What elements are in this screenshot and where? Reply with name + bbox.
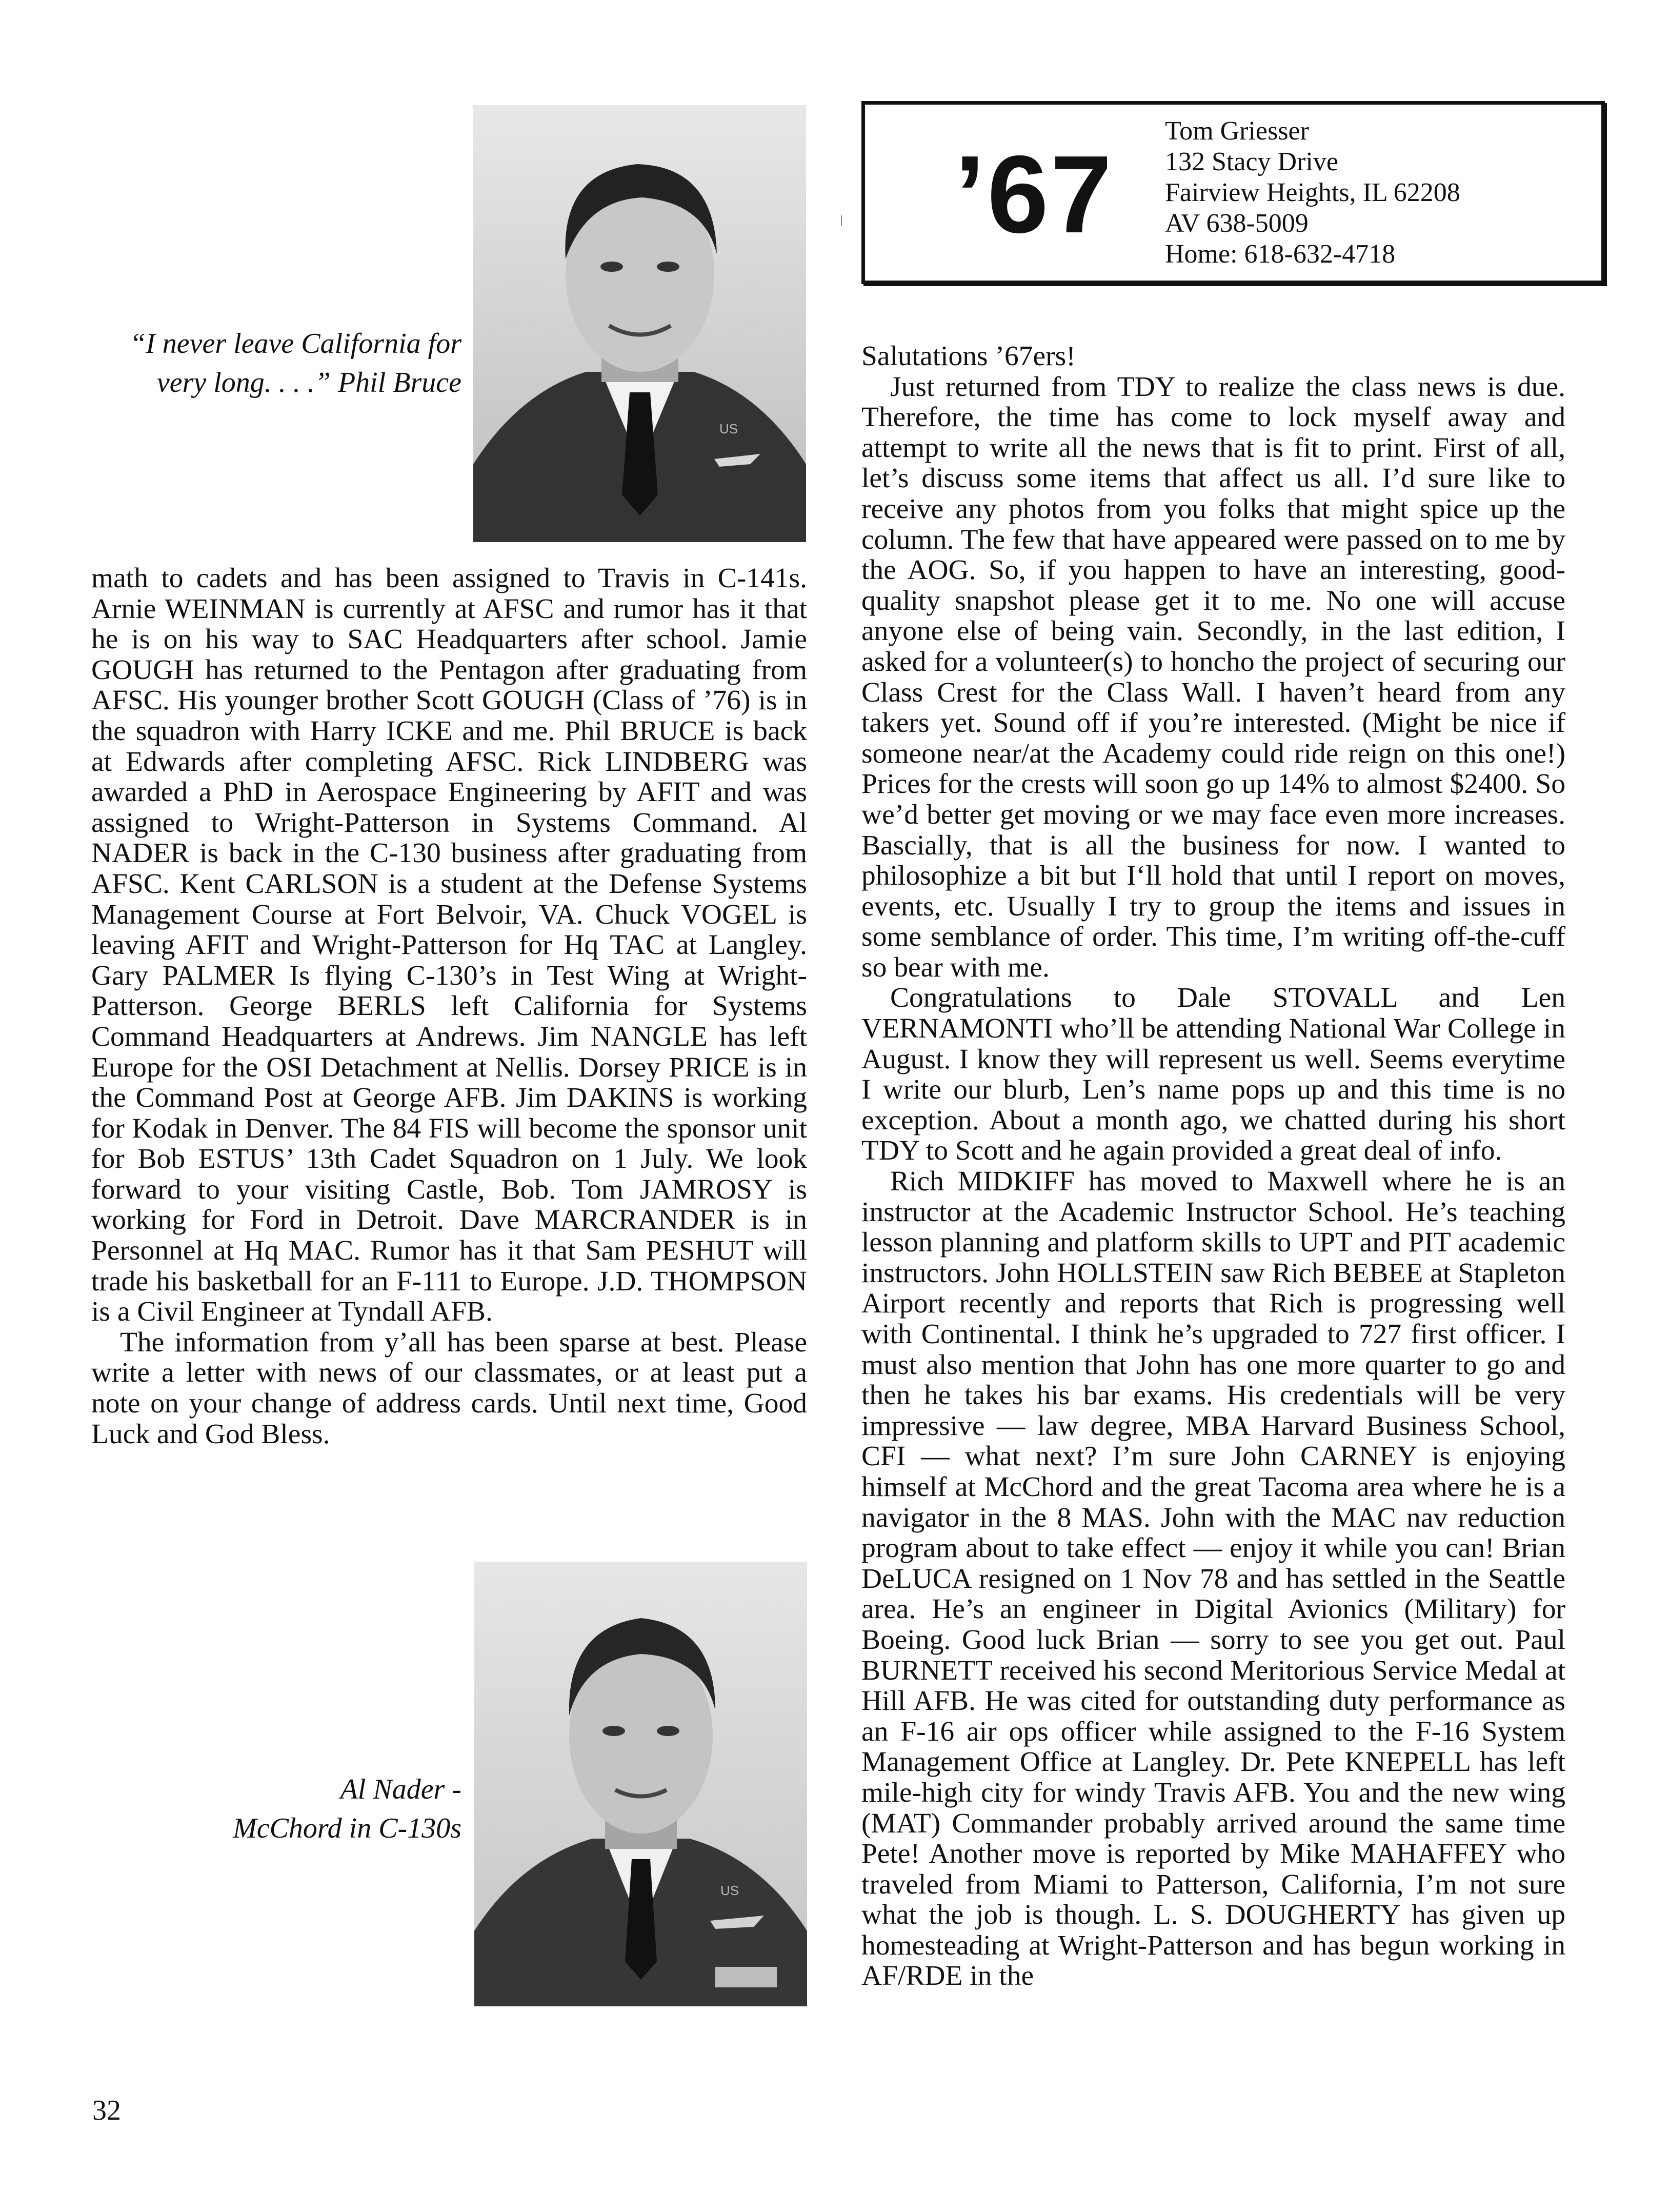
paragraph: Congratulations to Dale STOVALL and Len VERNAMONTI who’ll be attending National War College in August. I know they will represent us well. Seems everytime I write our blurb, Len’s name pops up and this time is no exception. About a month ago, we chatted during his short TDY to Scott and he again provided a great deal of info. — [861, 982, 1565, 1167]
contact-street: 132 Stacy Drive — [1165, 147, 1338, 176]
contact-av-phone: AV 638-5009 — [1165, 209, 1309, 238]
contact-name: Tom Griesser — [1165, 116, 1309, 146]
caption-line: Al Nader - — [340, 1773, 461, 1805]
class-year: ’67 — [954, 132, 1114, 256]
column-divider-mark — [841, 215, 842, 226]
paragraph: Just returned from TDY to realize the class news is due. Therefore, the time has come to lock myself away and attempt to write all the news that is fit to print. First of all, let’s discuss some items that affect us all. I’d sure like to receive any photos from you folks that might spice up the column. The few that have appeared were passed on to me by the AOG. So, if you happen to have an interesting, good-quality snapshot please get it to me. No one will accuse anyone else of being vain. Secondly, in the last edition, I asked for a volunteer(s) to honcho the project of securing our Class Crest for the Class Wall. I haven’t heard from any takers yet. Sound off if you’re interested. (Might be nice if someone near/at the Academy could ride reign on this one!) Prices for the crests will soon go up 14% to almost $2400. So we’d better get moving or we may face even more increases. Bascially, that is all the business for now. I wanted to philosophize a bit but I‘ll hold that until I report on moves, events, etc. Usually I try to group the items and issues in some semblance of order. This time, I’m writing off-the-cuff so bear with me. — [861, 371, 1565, 983]
paragraph: Rich MIDKIFF has moved to Maxwell where he is an instructor at the Academic Instructor School. He’s teaching lesson planning and platform skills to UPT and PIT academic instructors. John HOLLSTEIN saw Rich BEBEE at Stapleton Airport recently and reports that Rich is progressing well with Continental. I think he’s upgraded to 727 first officer. I must also mention that John has one more quarter to go and then he takes his bar exams. His credentials will be very impressive — law degree, MBA Harvard Business School, CFI — what next? I’m sure John CARNEY is enjoying himself at McChord and the great Tacoma area where he is a navigator in the 8 MAS. John with the MAC nav reduction program about to take effect — enjoy it while you can! Brian DeLUCA resigned on 1 Nov 78 and has settled in the Seattle area. He’s an engineer in Digital Avionics (Military) for Boeing. Good luck Brian — sorry to see you get out. Paul BURNETT received his second Meritorious Service Medal at Hill AFB. He was cited for outstanding duty performance as an F-16 air ops officer while assigned to the F-16 System Management Office at Langley. Dr. Pete KNEPELL has left mile-high city for windy Travis AFB. You and the new wing (MAT) Commander probably arrived around the same time Pete! Another move is reported by Mike MAHAFFEY who traveled from Miami to Patterson, California, I’m not sure what the job is though. L. S. DOUGHERTY has given up homesteading at Wright-Patterson and has begun working in AF/RDE in the — [861, 1166, 1565, 1992]
paragraph: math to cadets and has been assigned to Travis in C-141s. Arnie WEINMAN is currently at AFSC and rumor has it that he is on his way to SAC Headquarters after school. Jamie GOUGH has returned to the Pentagon after graduating from AFSC. His younger brother Scott GOUGH (Class of ’76) is in the squadron with Harry ICKE and me. Phil BRUCE is back at Edwards after completing AFSC. Rick LINDBERG was awarded a PhD in Aerospace Engineering by AFIT and was assigned to Wright-Patterson in Systems Command. Al NADER is back in the C-130 business after graduating from AFSC. Kent CARLSON is a student at the Defense Systems Management Course at Fort Belvoir, VA. Chuck VOGEL is leaving AFIT and Wright-Patterson for Hq TAC at Langley. Gary PALMER Is flying C-130’s in Test Wing at Wright-Patterson. George BERLS left California for Systems Command Headquarters at Andrews. Jim NANGLE has left Europe for the OSI Detachment at Nellis. Dorsey PRICE is in the Command Post at George AFB. Jim DAKINS is working for Kodak in Denver. The 84 FIS will become the sponsor unit for Bob ESTUS’ 13th Cadet Squadron on 1 July. We look forward to your visiting Castle, Bob. Tom JAMROSY is working for Ford in Detroit. Dave MARCRANDER is in Personnel at Hq MAC. Rumor has it that Sam PESHUT will trade his basketball for an F-111 to Europe. J.D. THOMPSON is a Civil Engineer at Tyndall AFB. — [91, 563, 807, 1328]
class-scribe-contact — [1165, 116, 1585, 270]
uniform-insignia: US — [719, 421, 738, 436]
page-number: 32 — [92, 2095, 121, 2126]
right-column-text — [861, 341, 1565, 1991]
photo-al-nader — [474, 1562, 807, 2006]
paragraph: The information from y’all has been sparse at best. Please write a letter with news of our classmates, or at least put a note on your change of address cards. Until next time, Good Luck and God Bless. — [91, 1326, 807, 1450]
photo-caption-bruce: “I never leave California for very long. . . .” Phil Bruce — [129, 328, 461, 398]
uniform-insignia: US — [720, 1883, 739, 1898]
contact-home-phone: Home: 618-632-4718 — [1165, 240, 1396, 269]
photo-caption-nader — [92, 1770, 461, 1848]
contact-city: Fairview Heights, IL 62208 — [1165, 178, 1460, 207]
salutation: Salutations ’67ers! — [861, 341, 1076, 372]
left-column-text — [91, 563, 807, 1449]
photo-phil-bruce — [473, 105, 806, 542]
class-header-box — [861, 101, 1605, 284]
caption-line: McChord in C-130s — [233, 1812, 461, 1844]
